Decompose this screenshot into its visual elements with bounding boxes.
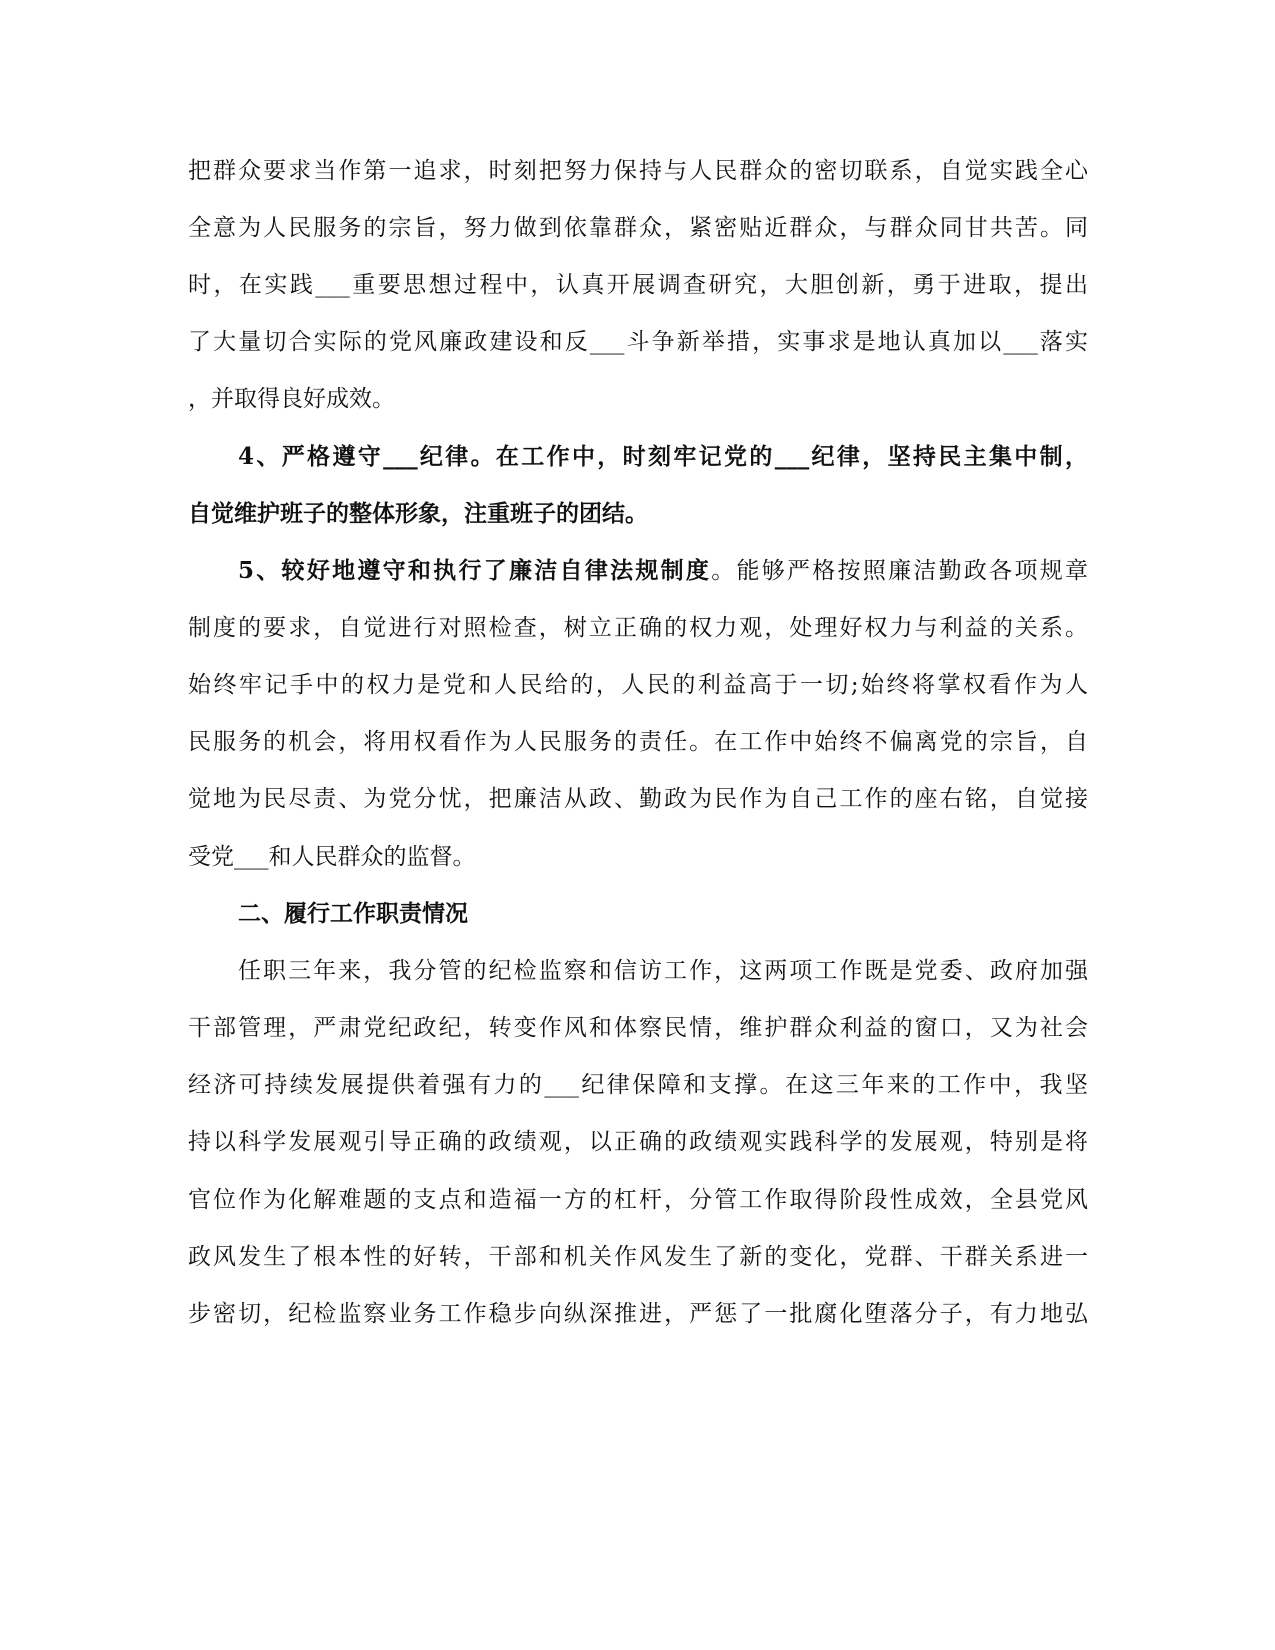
text-line: 持以科学发展观引导正确的政绩观，以正确的政绩观实践科学的发展观，特别是将 xyxy=(188,1129,1088,1155)
text-line: 了大量切合实际的党风廉政建设和反___斗争新举措，实事求是地认真加以___落实 xyxy=(188,329,1088,355)
text-line: 把群众要求当作第一追求，时刻把努力保持与人民群众的密切联系，自觉实践全心 xyxy=(188,158,1088,184)
section-heading: 二、履行工作职责情况 xyxy=(238,900,468,927)
text-line: 受党___和人民群众的监督。 xyxy=(188,844,476,870)
para4-heading-line: 4、严格遵守___纪律。在工作中，时刻牢记党的___纪律，坚持民主集中制， xyxy=(238,443,1088,470)
text-line: 民服务的机会，将用权看作为人民服务的责任。在工作中始终不偏离党的宗旨，自 xyxy=(188,729,1088,755)
text-line: ，并取得良好成效。 xyxy=(188,386,395,412)
text-line: 政风发生了根本性的好转，干部和机关作风发生了新的变化，党群、干群关系进一 xyxy=(188,1244,1088,1270)
text-line: 步密切，纪检监察业务工作稳步向纵深推进，严惩了一批腐化堕落分子，有力地弘 xyxy=(188,1301,1088,1327)
text-line: 经济可持续发展提供着强有力的___纪律保障和支撑。在这三年来的工作中，我坚 xyxy=(188,1072,1088,1098)
text-line: 官位作为化解难题的支点和造福一方的杠杆，分管工作取得阶段性成效，全县党风 xyxy=(188,1187,1088,1213)
para5-heading: 5、较好地遵守和执行了廉洁自律法规制度 xyxy=(238,557,712,584)
para4-heading-line: 自觉维护班子的整体形象，注重班子的团结。 xyxy=(188,500,648,527)
para5-body: 。能够严格按照廉洁勤政各项规章 xyxy=(711,558,1088,584)
text-line: 任职三年来，我分管的纪检监察和信访工作，这两项工作既是党委、政府加强 xyxy=(238,958,1088,984)
para5-first-line xyxy=(238,551,1088,591)
text-line: 觉地为民尽责、为党分忧，把廉洁从政、勤政为民作为自己工作的座右铭，自觉接 xyxy=(188,786,1088,812)
text-line: 干部管理，严肃党纪政纪，转变作风和体察民情，维护群众利益的窗口，又为社会 xyxy=(188,1015,1088,1041)
text-line: 制度的要求，自觉进行对照检查，树立正确的权力观，处理好权力与利益的关系。 xyxy=(188,615,1088,641)
text-line: 全意为人民服务的宗旨，努力做到依靠群众，紧密贴近群众，与群众同甘共苦。同 xyxy=(188,215,1088,241)
text-line: 始终牢记手中的权力是党和人民给的，人民的利益高于一切;始终将掌权看作为人 xyxy=(188,672,1088,698)
text-line: 时，在实践___重要思想过程中，认真开展调查研究，大胆创新，勇于进取，提出 xyxy=(188,272,1088,298)
